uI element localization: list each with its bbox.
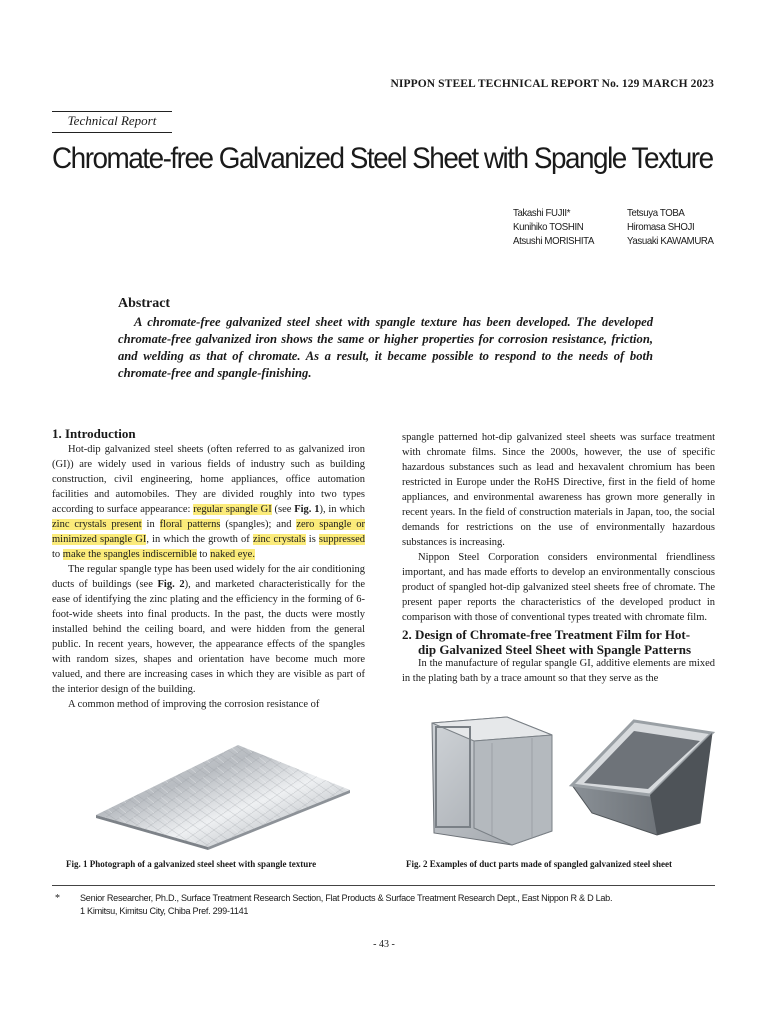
abstract-heading: Abstract (118, 296, 171, 311)
report-type-label: Technical Report (67, 113, 157, 128)
fig1-sheet-photo (88, 735, 358, 855)
footnote-divider (52, 885, 715, 886)
section-2-heading (402, 627, 722, 657)
footnote-text (80, 892, 612, 918)
figure-ref: Fig. 2 (157, 579, 185, 590)
figure-1-caption: Fig. 1 Photograph of a galvanized steel sheet with spangle texture (66, 859, 317, 869)
highlight: suppressed (318, 534, 365, 545)
paragraph: In the manufacture of regular spangle GI, additive elements are mixed in the plating bath by a trace amount so that they serve as the (402, 658, 715, 684)
abstract-body: A chromate-free galvanized steel sheet with spangle texture has been developed. The developed chromate-free galvanized iron shows the same or higher properties for corrosion resistance, friction, and welding as that of chromate. As a result, it became possible to respond to the needs of both chromate-free and spangle-finishing. (118, 315, 653, 380)
paper-title: Chromate-free Galvanized Steel Sheet with Spangle Texture (52, 142, 713, 175)
paragraph: Nippon Steel Corporation considers environmental friendliness important, and has made efforts to develop an environmentally conscious product of spangled hot-dip galvanized steel sheets free of chromate. The present paper reports the characteristics of the developed product in comparison with those of conventional types treated with chromate film. (402, 552, 715, 623)
page-number: - 43 - (373, 939, 395, 950)
authors-column-right (627, 206, 714, 248)
author: Takashi FUJII* (513, 207, 571, 219)
highlight: naked eye. (210, 549, 255, 560)
footnote-line: Senior Researcher, Ph.D., Surface Treatment Research Section, Flat Products & Surface Treatment Research Dept., East Nippon R & D Lab. (80, 893, 613, 904)
highlight: make the spangles indiscernible (62, 549, 197, 560)
section-1-heading: 1. Introduction (52, 426, 136, 441)
author: Yasuaki KAWAMURA (627, 235, 714, 247)
fig2-duct-parts-photo (412, 713, 717, 848)
section-2-text (402, 656, 715, 686)
paragraph: The regular spangle type has been used widely for the air conditioning ducts of buildings (see Fig. 2), and marketed characteristically for the ease of identifying the zinc plating and the efficiency in the forming of 6-foot-wide sheets into final products. In the past, the ducts were mostly installed behind the ceiling board, and were hidden from the general public. In recent years, however, the appearance effects of the spangles with random sizes, shapes and orientation have become much more valued, and there are increasing cases in which they are visible as part of the interior design of the building. (52, 564, 365, 695)
highlight: floral patterns (159, 519, 221, 530)
figure-ref: Fig. 1 (294, 504, 320, 515)
left-column-text (52, 442, 365, 712)
author: Kunihiko TOSHIN (513, 221, 584, 233)
right-column-text (402, 430, 715, 625)
authors-column-left (513, 206, 594, 248)
author: Hiromasa SHOJI (627, 221, 695, 233)
paragraph: A common method of improving the corrosion resistance of (68, 699, 320, 710)
highlight: zinc crystals present (52, 519, 142, 530)
author: Atsushi MORISHITA (513, 235, 595, 247)
highlight: zinc crystals (252, 534, 306, 545)
paragraph: Hot-dip galvanized steel sheets (often referred to as galvanized iron (GI)) are widely used in various fields of industry such as building construction, civil engineering, home appliances, office automation facilities and automobiles. They are divided roughly into two types according to surface appearance: regular spangle GI (see Fig. 1), in which zinc crystals present in floral patterns (spangles); and zero spangle or minimized spangle GI, in which the growth of zinc crystals is suppressed to make the spangles indiscernible to naked eye. (52, 444, 366, 560)
highlight: regular spangle GI (193, 504, 272, 515)
author: Tetsuya TOBA (627, 207, 685, 219)
figure-2-caption: Fig. 2 Examples of duct parts made of spangled galvanized steel sheet (406, 859, 672, 869)
heading-line: dip Galvanized Steel Sheet with Spangle Patterns (418, 642, 692, 657)
journal-header: NIPPON STEEL TECHNICAL REPORT No. 129 MARCH 2023 (390, 78, 714, 90)
footnote-marker: * (55, 893, 60, 904)
footnote-line: 1 Kimitsu, Kimitsu City, Chiba Pref. 299-1141 (80, 906, 249, 917)
heading-line: 2. Design of Chromate-free Treatment Film for Hot- (402, 627, 691, 642)
paragraph: spangle patterned hot-dip galvanized steel sheets was surface treatment with chromate films. Since the 2000s, however, the use of specific hazardous substances such as lead and hexavalent chromium has been restricted in Europe under the RoHS Directive, first in the field of home appliances, and environmental awareness has grown more generally in recent years. In the field of construction materials in Japan, too, the social demands for restrictions on the use of environmentally hazardous substances is increasing. (402, 432, 715, 548)
abstract-text (118, 314, 653, 382)
highlight: zero spangle or minimized spangle GI (52, 519, 365, 545)
